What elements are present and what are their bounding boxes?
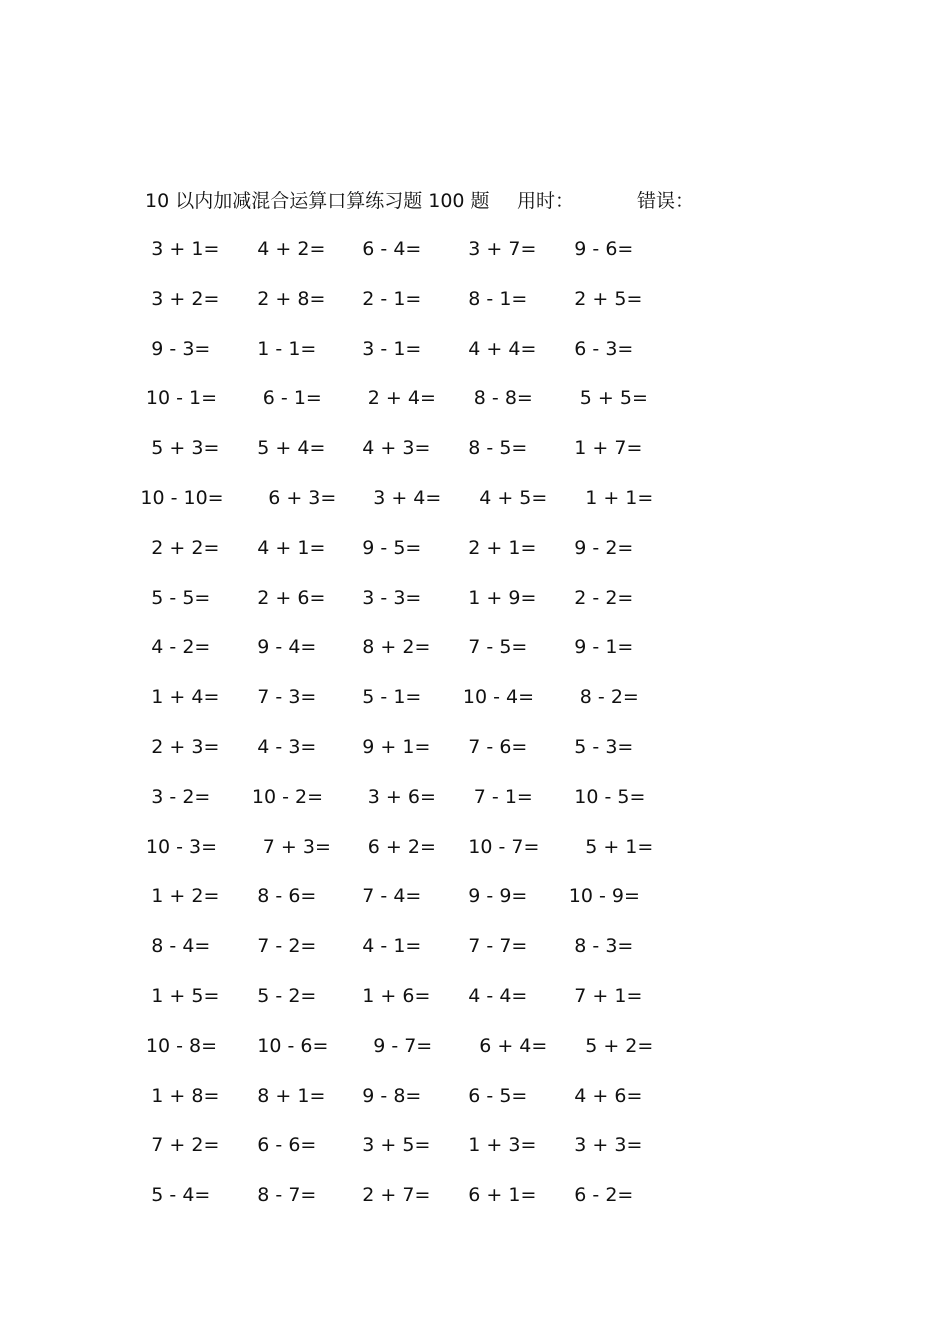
math-problem: 4 + 1=: [257, 536, 326, 559]
math-problem: 2 + 6=: [257, 586, 326, 609]
math-problem: 10 - 7=: [468, 835, 540, 858]
math-problem: 6 - 6=: [257, 1134, 317, 1157]
math-problem: 7 + 2=: [151, 1134, 220, 1157]
math-problem: 7 - 1=: [473, 785, 533, 808]
math-problem: 5 - 4=: [151, 1184, 211, 1207]
math-problem: 5 - 1=: [362, 686, 422, 709]
math-problem: 2 - 1=: [362, 287, 422, 310]
math-problem: 2 + 3=: [151, 736, 220, 758]
math-problem: 5 + 4=: [257, 437, 326, 460]
error-count-label: 错误：: [637, 190, 695, 212]
math-problem: 5 + 5=: [579, 387, 648, 410]
math-problem: 2 + 2=: [151, 536, 220, 559]
math-problem: 7 - 3=: [257, 686, 317, 709]
math-problem: 6 - 1=: [262, 387, 322, 410]
math-problem: 4 - 1=: [362, 935, 422, 958]
math-problem: 7 - 4=: [362, 885, 422, 908]
math-problem: 10 - 3=: [145, 835, 218, 858]
worksheet-title: 10 以内加减混合运算口算练习题 100 题: [145, 190, 490, 212]
math-problem: 8 - 3=: [574, 935, 634, 958]
math-problem: 5 + 3=: [151, 437, 220, 460]
math-problem: 7 + 3=: [262, 835, 331, 858]
math-problem: 9 - 9=: [468, 885, 528, 908]
math-problem: 7 - 7=: [468, 935, 528, 958]
math-problem: 9 - 6=: [574, 238, 634, 260]
math-problem: 7 - 5=: [468, 636, 528, 659]
math-problem: 3 + 4=: [373, 487, 442, 509]
math-problem: 6 - 2=: [574, 1184, 634, 1207]
math-problem: 10 - 2=: [251, 785, 324, 808]
math-problem: 5 - 3=: [574, 736, 634, 758]
math-problem: 9 - 4=: [257, 636, 317, 659]
math-problem: 4 + 4=: [468, 337, 537, 360]
math-problem: 2 + 1=: [468, 536, 537, 559]
math-problem: 9 - 2=: [574, 536, 634, 559]
math-problem: 1 + 5=: [151, 985, 220, 1007]
math-problem: 8 - 6=: [257, 885, 317, 908]
math-problem: 8 - 8=: [473, 387, 533, 410]
math-problem: 7 - 2=: [257, 935, 317, 958]
math-problem: 7 + 1=: [574, 985, 643, 1007]
math-problem: 3 + 1=: [151, 238, 220, 260]
math-problem: 1 + 1=: [585, 487, 654, 509]
math-problem: 3 + 7=: [468, 238, 537, 260]
math-problem: 9 - 7=: [373, 1034, 433, 1057]
math-problem: 6 - 3=: [574, 337, 634, 360]
math-problem: 2 - 2=: [574, 586, 634, 609]
math-problem: 4 - 3=: [257, 736, 317, 758]
math-problem: 1 + 9=: [468, 586, 537, 609]
math-problem: 8 - 7=: [257, 1184, 317, 1207]
math-problem: 6 + 2=: [367, 835, 436, 858]
math-problem: 4 + 2=: [257, 238, 326, 260]
math-problem: 5 + 1=: [585, 835, 654, 858]
math-problem: 4 - 2=: [151, 636, 211, 659]
math-problem: 6 + 3=: [268, 487, 337, 509]
math-problem: 10 - 6=: [257, 1034, 329, 1057]
math-problem: 3 + 3=: [574, 1134, 643, 1157]
math-problem: 2 + 7=: [362, 1184, 431, 1207]
math-problem: 10 - 4=: [462, 686, 535, 709]
math-problem: 4 + 3=: [362, 437, 431, 460]
math-problem: 3 - 1=: [362, 337, 422, 360]
math-problem: 3 + 6=: [367, 785, 436, 808]
math-problem: 7 - 6=: [468, 736, 528, 758]
math-problem: 8 + 1=: [257, 1084, 326, 1107]
math-problem: 3 + 5=: [362, 1134, 431, 1157]
math-problem: 8 + 2=: [362, 636, 431, 659]
math-problem: 9 - 1=: [574, 636, 634, 659]
math-problem: 8 - 1=: [468, 287, 528, 310]
math-problem: 6 - 4=: [362, 238, 422, 260]
math-problem: 9 - 3=: [151, 337, 211, 360]
math-problem: 1 + 2=: [151, 885, 220, 908]
math-problem: 3 + 2=: [151, 287, 220, 310]
math-problem: 9 - 5=: [362, 536, 422, 559]
math-problem: 9 + 1=: [362, 736, 431, 758]
math-problem: 2 + 8=: [257, 287, 326, 310]
math-problem: 1 + 8=: [151, 1084, 220, 1107]
math-problem: 4 - 4=: [468, 985, 528, 1007]
math-problem: 8 - 4=: [151, 935, 211, 958]
math-problem: 1 + 4=: [151, 686, 220, 709]
math-problem: 6 - 5=: [468, 1084, 528, 1107]
math-problem: 8 - 5=: [468, 437, 528, 460]
math-problem: 9 - 8=: [362, 1084, 422, 1107]
math-problem: 6 + 4=: [479, 1034, 548, 1057]
math-problem: 1 + 3=: [468, 1134, 537, 1157]
math-problem: 1 + 6=: [362, 985, 431, 1007]
math-problem: 3 - 3=: [362, 586, 422, 609]
time-used-label: 用时：: [517, 190, 575, 212]
math-problem: 1 - 1=: [257, 337, 317, 360]
math-problem: 2 + 4=: [367, 387, 436, 410]
math-problem: 3 - 2=: [151, 785, 211, 808]
math-problem: 1 + 7=: [574, 437, 643, 460]
math-problem: 2 + 5=: [574, 287, 643, 310]
math-problem: 10 - 10=: [140, 487, 224, 509]
math-problem: 5 - 5=: [151, 586, 211, 609]
math-problem: 10 - 9=: [568, 885, 640, 908]
math-problem: 6 + 1=: [468, 1184, 537, 1207]
math-problem: 4 + 5=: [479, 487, 548, 509]
math-problem: 10 - 1=: [145, 387, 218, 410]
math-problem: 8 - 2=: [579, 686, 639, 709]
math-problem: 4 + 6=: [574, 1084, 643, 1107]
math-problem: 5 + 2=: [585, 1034, 654, 1057]
math-problem: 10 - 5=: [574, 785, 646, 808]
math-problem: 5 - 2=: [257, 985, 317, 1007]
math-problem: 10 - 8=: [145, 1034, 218, 1057]
